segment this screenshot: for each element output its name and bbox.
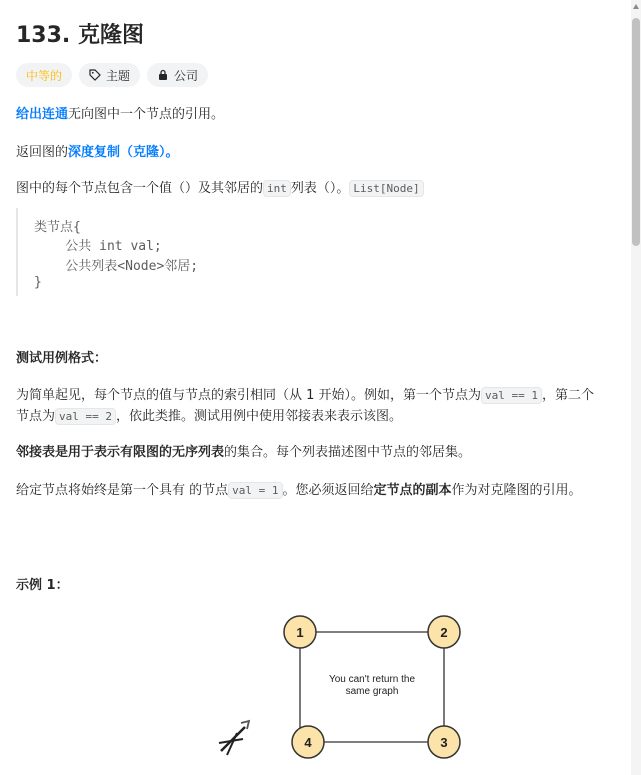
vertical-scrollbar[interactable] (631, 0, 641, 775)
node-text-2: 列表（）。 (290, 181, 350, 196)
difficulty-label: 中等的 (26, 68, 63, 83)
diagram-caption-line-2: same graph (345, 686, 399, 697)
tag-icon (89, 69, 101, 81)
intro-paragraph (16, 104, 606, 125)
test-format-paragraph (16, 385, 606, 427)
company-tag-label: 公司 (174, 68, 199, 83)
example-heading: 示例 1： (16, 578, 69, 593)
code-line-3: 公共列表<Node>邻居; (34, 259, 199, 274)
given-text-2: 。您必须返回给 (282, 483, 374, 498)
topic-tag-label: 主题 (106, 68, 131, 83)
scrollbar-thumb[interactable] (632, 18, 640, 246)
test-format-heading: 测试用例格式： (16, 351, 108, 366)
val2-code: val == 2 (55, 408, 116, 425)
deep-copy-link[interactable]: 深度复制（克隆） (68, 145, 166, 160)
test-text-2: ，第二个节点为 (16, 388, 595, 424)
test-text-1: 为简单起见，每个节点的值与节点的索引相同（从 1 开始）。例如，第一个节点为 (16, 388, 482, 403)
tag-bar (16, 63, 208, 87)
given-text-1: 给定节点将始终是第一个具有 的节点 (16, 483, 229, 498)
test-text-3: ，依此类推。测试用例中使用邻接表来表示该图。 (116, 409, 403, 424)
graph-node-1 (284, 616, 316, 648)
broken-link-icon (215, 717, 255, 759)
lock-icon (157, 69, 169, 81)
adjacency-text: 的集合。每个列表描述图中节点的邻居集。 (224, 445, 472, 460)
intro-text: 无向图中一个节点的引用。 (68, 107, 225, 122)
node-paragraph (16, 178, 606, 199)
int-code: int (263, 180, 291, 197)
adjacency-bold: 邻接表是用于表示有限图的无序列表 (16, 445, 225, 460)
given-node-paragraph (16, 480, 606, 501)
svg-text:3: 3 (440, 735, 448, 750)
connected-link[interactable]: 给出连通 (16, 107, 69, 122)
code-line-4: } (34, 275, 42, 290)
graph-node-3 (428, 726, 460, 758)
val1-code: val == 1 (481, 387, 542, 404)
adjacency-paragraph (16, 442, 606, 463)
node-class-code-block (16, 208, 608, 296)
return-paragraph (16, 142, 606, 163)
given-text-3: 作为对克隆图的引用。 (451, 483, 582, 498)
svg-text:2: 2 (440, 625, 448, 640)
return-text: 返回图的 (16, 145, 69, 160)
difficulty-badge[interactable] (16, 63, 72, 87)
node-text-1: 图中的每个节点包含一个值（）及其邻居的 (16, 181, 264, 196)
scroll-up-arrow-icon[interactable] (633, 4, 639, 9)
copy-bold: 定节点的副本 (373, 483, 452, 498)
svg-text:4: 4 (304, 735, 312, 750)
graph-node-2 (428, 616, 460, 648)
page-title: 133. 克隆图 (16, 23, 144, 48)
val-eq-1-code: val = 1 (228, 482, 282, 499)
topic-tag-button[interactable] (79, 63, 140, 87)
graph-node-4 (292, 726, 324, 758)
return-punct: 。 (165, 145, 179, 160)
diagram-caption-line-1: You can't return the (328, 674, 416, 685)
svg-text:1: 1 (296, 625, 304, 640)
code-line-1: 类节点{ (34, 220, 81, 235)
code-line-2: 公共 int val; (34, 239, 162, 254)
list-node-code: List[Node] (349, 180, 423, 197)
company-tag-button[interactable] (147, 63, 208, 87)
